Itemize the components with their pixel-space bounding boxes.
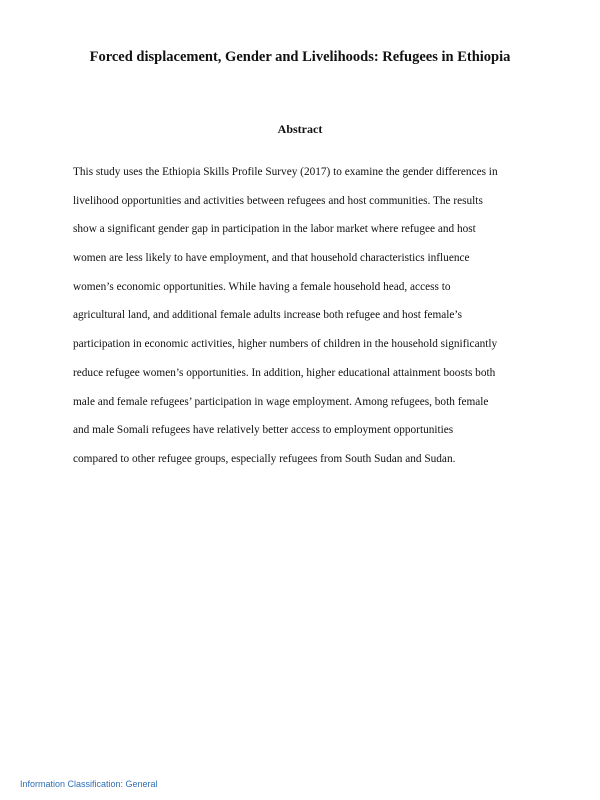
abstract-line: male and female refugees’ participation in wage employment. Among refugees, both female (73, 395, 489, 408)
abstract-line: show a significant gender gap in participation in the labor market where refugee and host (73, 223, 476, 236)
abstract-line: This study uses the Ethiopia Skills Profile Survey (2017) to examine the gender differences in (73, 166, 498, 178)
footer-classification-label: Information Classification: General (20, 779, 158, 789)
abstract-line: compared to other refugee groups, especially refugees from South Sudan and Sudan. (73, 452, 456, 465)
abstract-line: livelihood opportunities and activities between refugees and host communities. The results (73, 194, 483, 207)
paper-title: Forced displacement, Gender and Livelihoods: Refugees in Ethiopia (89, 49, 511, 65)
abstract-heading: Abstract (277, 122, 323, 136)
abstract-line: and male Somali refugees have relatively better access to employment opportunities (73, 424, 454, 437)
abstract-line: reduce refugee women’s opportunities. In addition, higher educational attainment boosts both (73, 366, 496, 379)
abstract-body (73, 162, 533, 478)
abstract-line: women’s economic opportunities. While having a female household head, access to (73, 280, 451, 293)
abstract-line: participation in economic activities, higher numbers of children in the household significantly (73, 338, 498, 351)
abstract-line: women are less likely to have employment, and that household characteristics influence (73, 252, 470, 265)
abstract-line: agricultural land, and additional female adults increase both refugee and host female’s (73, 309, 462, 322)
